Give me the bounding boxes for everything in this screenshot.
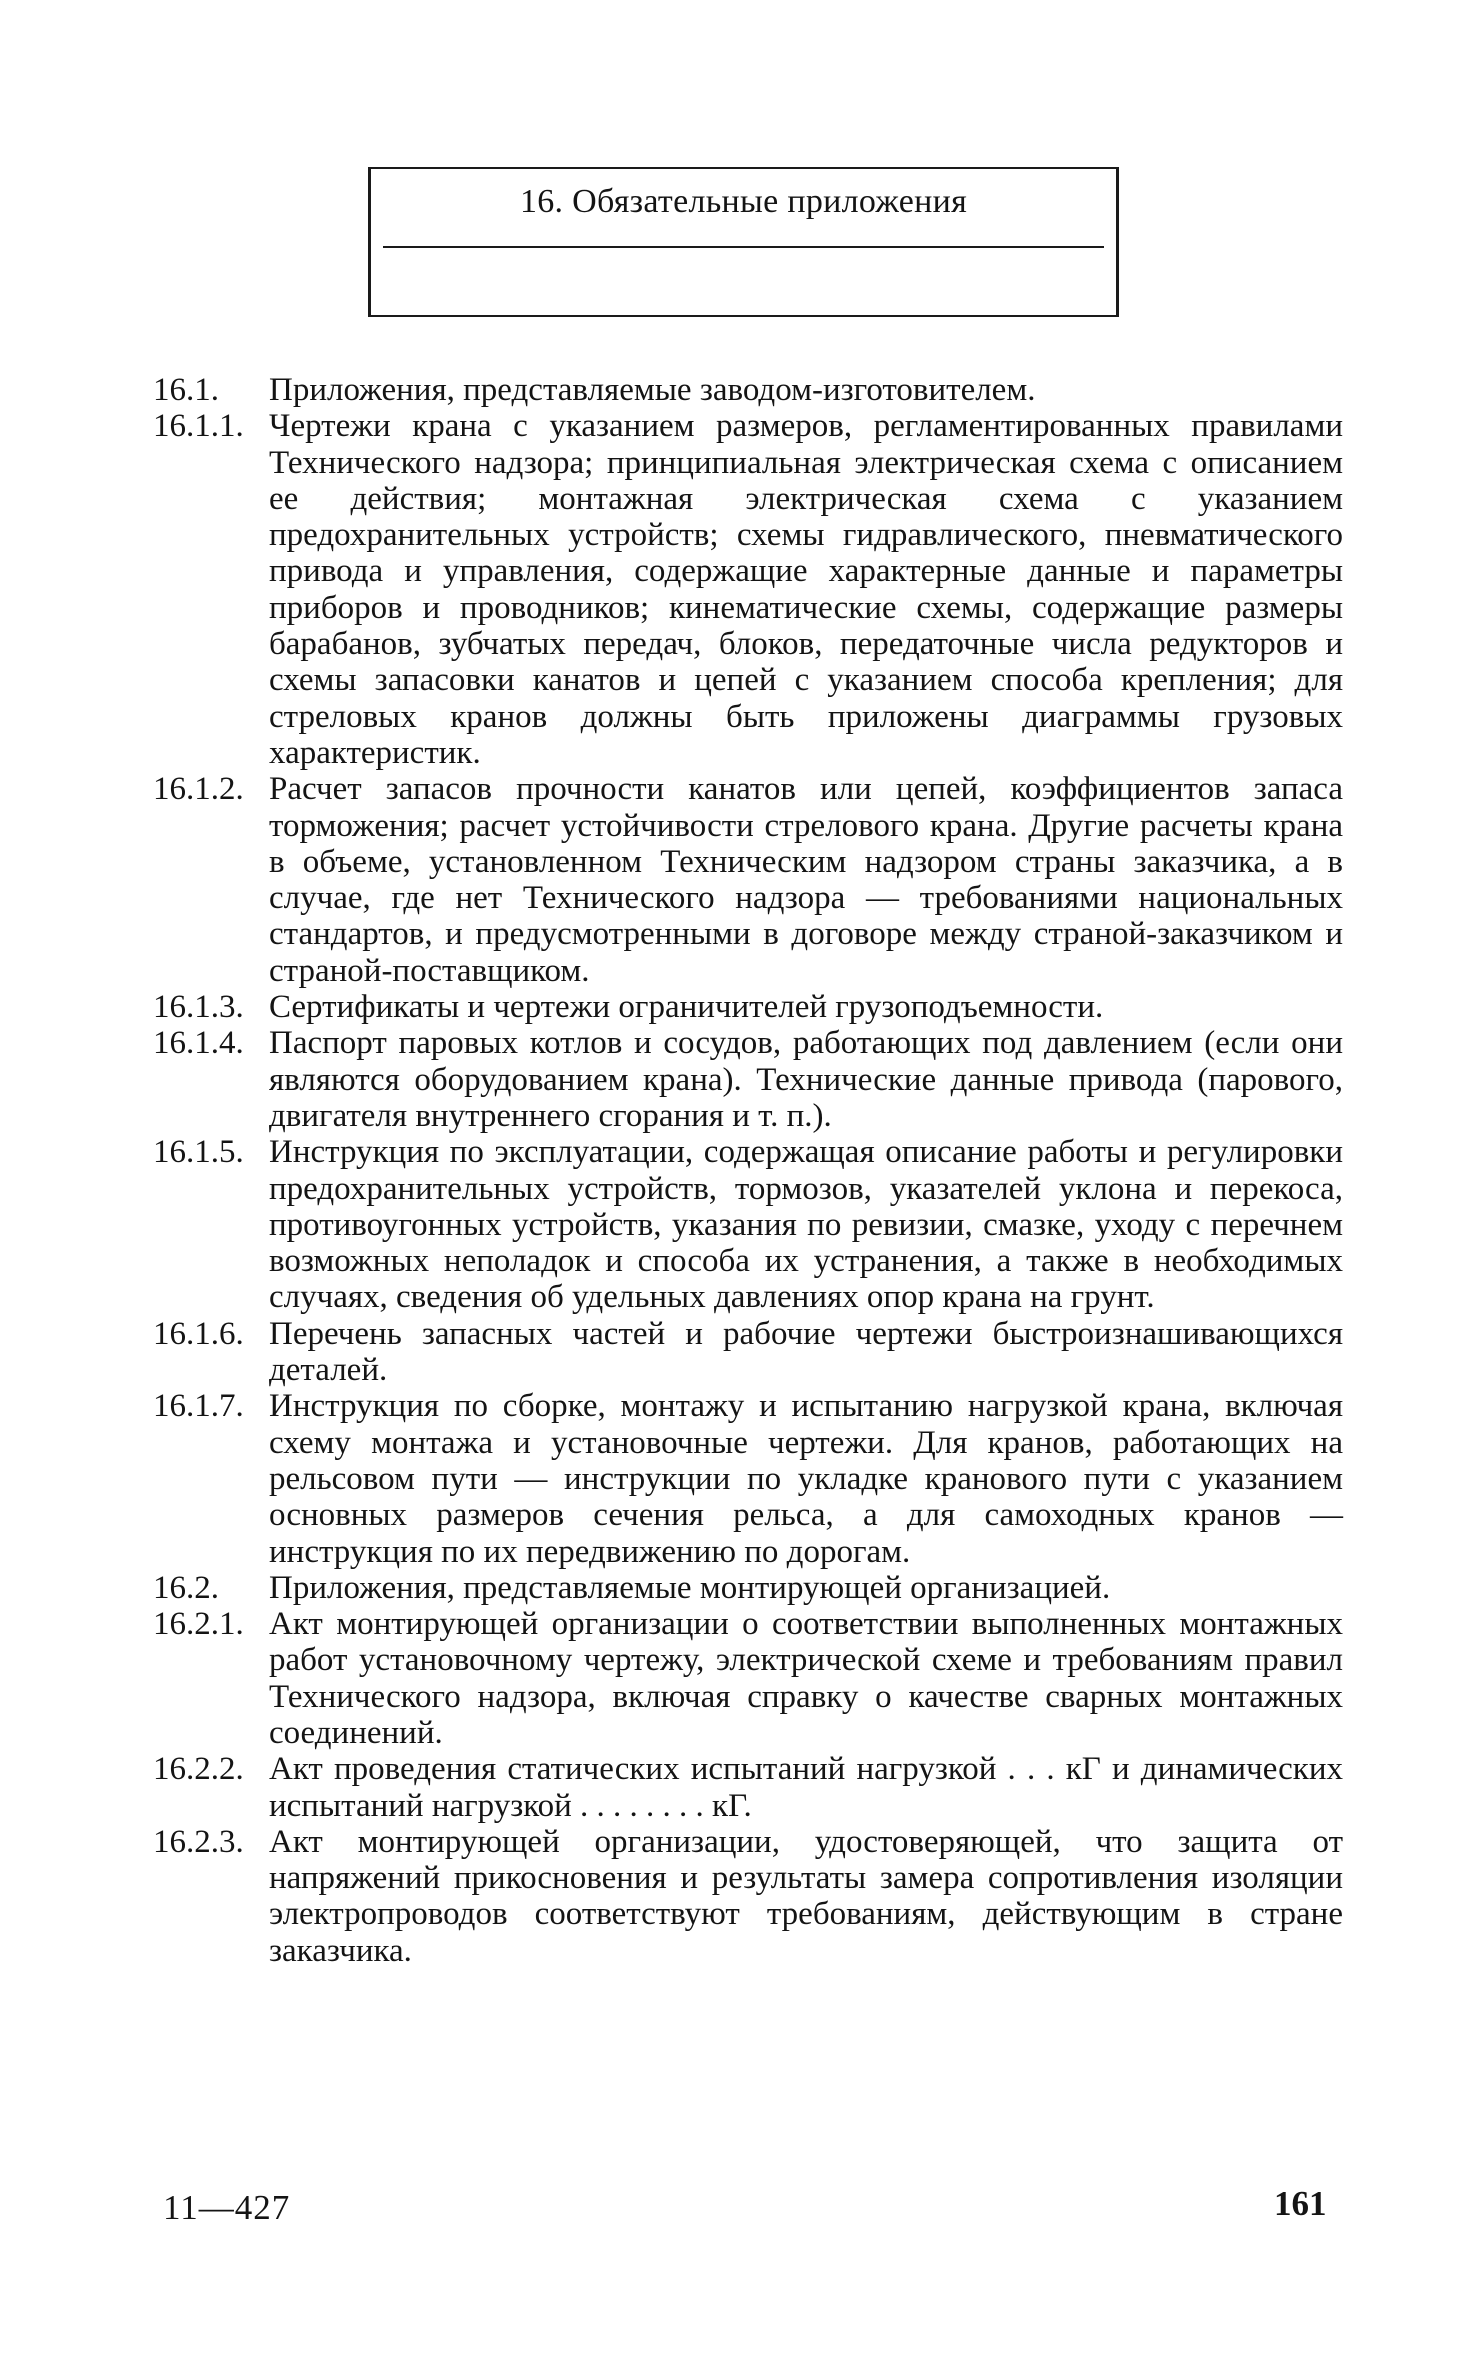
item-number: 16.1.1. [153,408,244,445]
list-item [153,1606,1343,1751]
item-text: Расчет запасов прочности канатов или цепей, коэффициентов запаса торможения; расчет устойчивости стрелового крана. Другие расчеты крана в объеме, установленном Техническим надзором страны заказчика, а в случае, где нет Технического надзора — требованиями национальных стандартов, и предусмотренными в договоре между страной-заказчиком и страной-поставщиком. [269,771,1343,989]
item-text: Чертежи крана с указанием размеров, регламентированных правилами Технического надзора; принципиальная электрическая схема с описанием ее действия; монтажная электрическая схема с указанием предохранительных устройств; схемы гидравлического, пневматического привода и управления, содержащие характерные данные и параметры приборов и проводников; кинематические схемы, содержащие размеры барабанов, зубчатых передач, блоков, передаточные числа редукторов и схемы запасовки канатов и цепей с указанием способа крепления; для стреловых кранов должны быть приложены диаграммы грузовых характеристик. [269,408,1343,771]
list-item [153,1388,1343,1569]
item-text: Инструкция по сборке, монтажу и испытанию нагрузкой крана, включая схему монтажа и установочные чертежи. Для кранов, работающих на рельсовом пути — инструкции по укладке кранового пути с указанием основных размеров сечения рельса, а для самоходных кранов — инструкция по их передвижению по дорогам. [269,1388,1343,1570]
item-text: Акт монтирующей организации о соответствии выполненных монтажных работ установочному чертежу, электрической схеме и требованиям правил Технического надзора, включая справку о качестве сварных монтажных соединений. [269,1606,1343,1751]
item-number: 16.1.2. [153,771,244,808]
item-number: 16.1. [153,372,219,408]
list-item [153,372,1343,408]
item-text: Перечень запасных частей и рабочие чертежи быстроизнашивающихся деталей. [269,1315,1343,1389]
list-item [153,1824,1343,1969]
list-item [153,408,1343,771]
header-divider [383,246,1104,248]
item-text: Акт монтирующей организации, удостоверяющей, что защита от напряжений прикосновения и результаты замера сопротивления изоляции электропроводов соответствуют требованиям, действующим в стране заказчика. [269,1823,1343,1969]
item-number: 16.1.3. [153,989,244,1026]
list-item [153,1570,1343,1606]
item-number: 16.1.7. [153,1388,244,1425]
list-item [153,1316,1343,1389]
section-header-box [368,167,1119,317]
item-number: 16.2.3. [153,1823,244,1860]
list-item [153,989,1343,1025]
printer-signature: 11—427 [163,2188,291,2227]
item-text: Акт проведения статических испытаний нагрузкой . . . кГ и динамических испытаний нагрузкой . . . . . . . . кГ. [269,1751,1343,1824]
item-text: Сертификаты и чертежи ограничителей грузоподъемности. [269,989,1104,1026]
item-number: 16.1.4. [153,1025,244,1062]
item-text: Приложения, представляемые заводом-изготовителем. [269,372,1036,408]
item-number: 16.1.5. [153,1134,244,1171]
item-text: Приложения, представляемые монтирующей организацией. [269,1569,1111,1606]
section-title: 16. Обязательные приложения [519,183,968,220]
page-number: 161 [1274,2184,1327,2223]
item-number: 16.2. [153,1569,219,1606]
item-text: Инструкция по эксплуатации, содержащая описание работы и регулировки предохранительных устройств, тормозов, указателей уклона и перекоса, противоугонных устройств, указания по ревизии, смазке, уходу с перечнем возможных неполадок и способа их устранения, а также в необходимых случаях, сведения об удельных давлениях опор крана на грунт. [269,1134,1343,1316]
item-number: 16.1.6. [153,1315,244,1352]
list-item [153,1025,1343,1134]
list-item [153,1134,1343,1315]
list-item [153,1751,1343,1824]
appendix-list [153,372,1343,1969]
item-text: Паспорт паровых котлов и сосудов, работающих под давлением (если они являются оборудованием крана). Технические данные привода (парового, двигателя внутреннего сгорания и т. п.). [269,1025,1343,1134]
list-item [153,771,1343,989]
item-number: 16.2.1. [153,1606,244,1643]
item-number: 16.2.2. [153,1751,244,1788]
